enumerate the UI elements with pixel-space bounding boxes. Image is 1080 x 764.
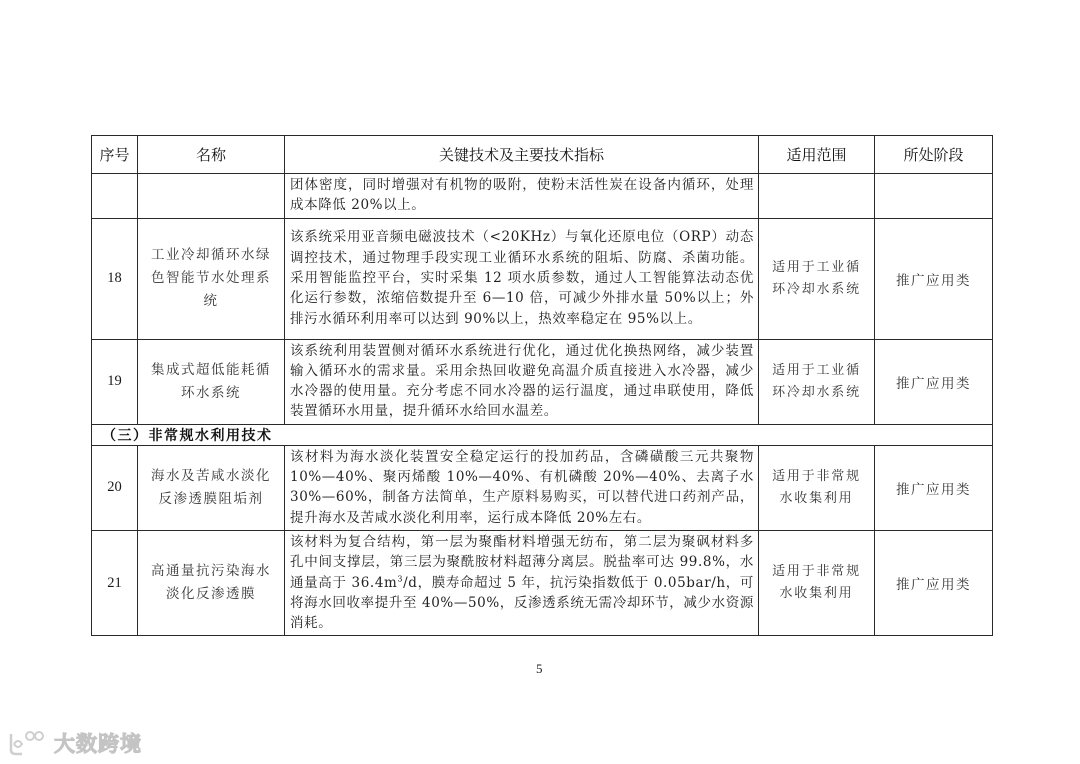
header-seq: 序号: [92, 136, 138, 174]
cell-seq: 19: [92, 339, 138, 424]
cell-tech: [285, 530, 759, 635]
superscript-3: 3: [397, 574, 404, 584]
watermark-text: 大数跨境: [54, 732, 142, 756]
cell-stage: 推广应用类: [875, 339, 993, 424]
watermark: [8, 728, 142, 758]
page-number: 5: [536, 661, 543, 676]
table-row-continuation: [92, 174, 993, 219]
cell-scope: 适用于工业循环冷却水系统: [759, 218, 875, 339]
header-stage: 所处阶段: [875, 136, 993, 174]
tech-text-part2: /d，膜寿命超过 5 年，抗污染指数低于 0.05bar/h，可将海水回收率提升至 40%—50%，反渗透系统无需冷却环节，减少水资源消耗。: [290, 574, 754, 632]
header-tech: 关键技术及主要技术指标: [285, 136, 759, 174]
cell-tech: 该材料为海水淡化装置安全稳定运行的投加药品，含磷磺酸三元共聚物 10%—40%、聚丙烯酸 10%—40%、有机磷酸 20%—40%、去离子水 30%—60%，制备方法简单，生产原料易购买，可以替代进口药剂产品，提升海水及苦咸水淡化利用率，运行成本降低 20%左右。: [285, 445, 759, 530]
cell-stage: 推广应用类: [875, 530, 993, 635]
section-title: （三）非常规水利用技术: [92, 424, 993, 445]
cell-scope: 适用于非常规水收集利用: [759, 530, 875, 635]
cell-stage: 推广应用类: [875, 218, 993, 339]
cell-name: 海水及苦咸水淡化反渗透膜阻垢剂: [138, 445, 285, 530]
cell-seq: 18: [92, 218, 138, 339]
section-header-row: [92, 424, 993, 445]
cell-name: 集成式超低能耗循环水系统: [138, 339, 285, 424]
cell-tech: 该系统利用装置侧对循环水系统进行优化，通过优化换热网络，减少装置输入循环水的需求量。采用余热回收避免高温介质直接进入水冷器，减少水冷器的使用量。充分考虑不同水冷器的运行温度，通过串联使用，降低装置循环水用量，提升循环水给回水温差。: [285, 339, 759, 424]
cell-seq: 21: [92, 530, 138, 635]
cell-scope: 适用于非常规水收集利用: [759, 445, 875, 530]
table-row: [92, 218, 993, 339]
table-row: [92, 530, 993, 635]
cell-seq: 20: [92, 445, 138, 530]
cell-stage: [875, 174, 993, 219]
table-row: [92, 339, 993, 424]
table-row: [92, 445, 993, 530]
cell-tech: 团体密度，同时增强对有机物的吸附，使粉末活性炭在设备内循环，处理成本降低 20%以上。: [285, 174, 759, 219]
header-name: 名称: [138, 136, 285, 174]
tech-text-part1: 该材料为复合结构，第一层为聚酯材料增强无纺布，第二层为聚砜材料多孔中间支撑层，第三层为聚酰胺材料超薄分离层。脱盐率可达 99.8%，水通量高于 36.4m: [290, 533, 754, 591]
cell-tech: 该系统采用亚音频电磁波技术（<20KHz）与氧化还原电位（ORP）动态调控技术，通过物理手段实现工业循环水系统的阻垢、防腐、杀菌功能。采用智能监控平台，实时采集 12 项水质参数，通过人工智能算法动态优化运行参数，浓缩倍数提升至 6—10 倍，可减少外排水量 50%以上；外排污水循环利用率可以达到 90%以上，热效率稳定在 95%以上。: [285, 218, 759, 339]
cell-seq: [92, 174, 138, 219]
table-header-row: [92, 136, 993, 174]
cell-scope: [759, 174, 875, 219]
cell-name: 工业冷却循环水绿色智能节水处理系统: [138, 218, 285, 339]
cell-name: [138, 174, 285, 219]
cell-scope: 适用于工业循环冷却水系统: [759, 339, 875, 424]
cell-stage: 推广应用类: [875, 445, 993, 530]
brand-logo-icon: [8, 730, 48, 756]
technology-table: [91, 135, 993, 636]
header-scope: 适用范围: [759, 136, 875, 174]
cell-name: 高通量抗污染海水淡化反渗透膜: [138, 530, 285, 635]
